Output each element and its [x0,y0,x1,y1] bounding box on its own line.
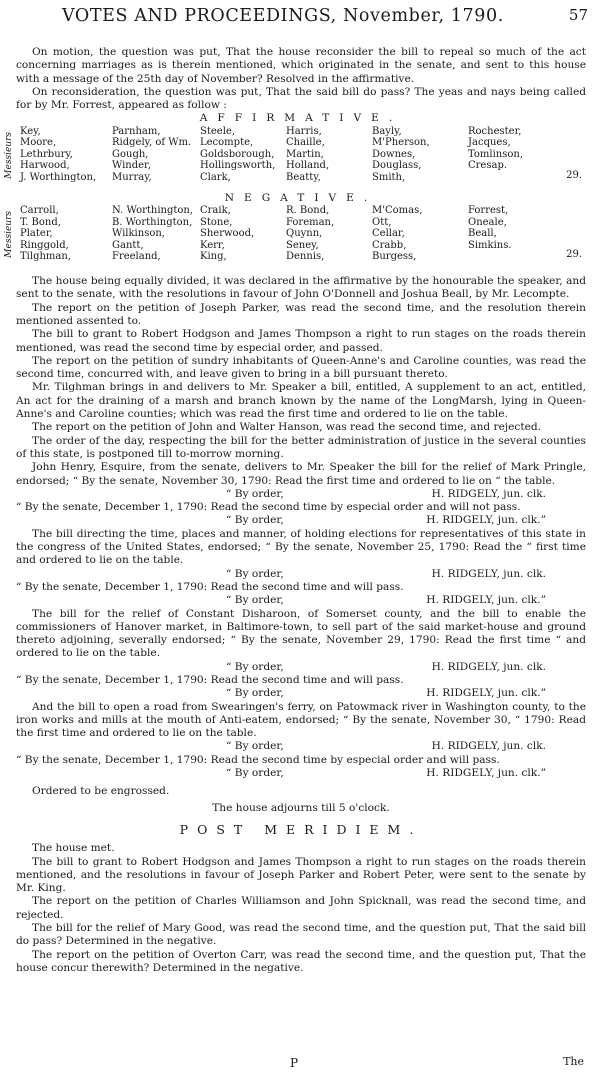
endorsement: “ By the senate, December 1, 1790: Read the second time by especial order and will not pass. [16,501,521,514]
order-signature [16,594,586,607]
page-title: VOTES AND PROCEEDINGS, November, 1790. [62,6,504,26]
paragraph: The bill for the relief of Constant Disharoon, of Somerset county, and the bill to enable the commissioners of Hanover market, in Baltimore-town, to sell part of the said market-house and ground thereto adjoining, severally endorsed; “ By the senate, November 29, 1790: Read the first time “ and ordered to lie on the table. [16,607,586,660]
paragraph: The report on the petition of John and Walter Hanson, was read the second time, and rejected. [32,421,542,434]
paragraph: The house met. [32,842,115,855]
running-header [0,2,600,32]
section-heading: POST MERIDIEM. [179,821,423,837]
paragraph: The house being equally divided, it was declared in the affirmative by the honourable the speaker, and sent to the senate, with the resolutions in favour of John O'Donnell and Joshua Beall, by Mr. Lecompte. [16,275,586,301]
endorsement: “ By the senate, December 1, 1790: Read the second time and will pass. [16,580,404,593]
paragraph: The bill to grant to Robert Hodgson and James Thompson a right to run stages on the roads therein mentioned, was read the second time by especial order, and passed. [16,328,586,354]
vote-column: Parnham, Ridgely, of Wm. Gough, Winder, Murray, [112,125,192,183]
paragraph: On reconsideration, the question was put, That the said bill do pass? The yeas and nays being called for by Mr. Forrest, appeared as follow : [16,85,586,112]
paragraph: The bill for the relief of Mary Good, was read the second time, and the question put, That the said bill do pass? Determined in the negative. [16,922,586,948]
vote-column: Craik, Stone, Sherwood, Kerr, King, [200,205,255,263]
clerk-name: H. RIDGELY, jun. clk. [431,660,546,673]
page-body [4,46,586,975]
vote-column: Forrest, Oneale, Beall, Simkins. [468,205,512,251]
vote-total: 29. [566,249,582,261]
messieurs-label: Messieurs [4,131,14,179]
adjournment: The house adjourns till 5 o'clock. [212,801,390,814]
clerk-name: H. RIDGELY, jun. clk.” [426,514,546,527]
by-order: “ By order, [226,567,284,580]
clerk-name: H. RIDGELY, jun. clk. [431,487,546,500]
endorsement: “ By the senate, December 1, 1790: Read the second time by especial order and will pass. [16,753,500,766]
by-order: “ By order, [226,687,284,700]
by-order: “ By order, [226,660,284,673]
negative-vote-table [4,205,586,275]
vote-column: N. Worthington, B. Worthington, Wilkinson, Gantt, Freeland, [112,205,194,263]
endorsement: “ By the senate, December 1, 1790: Read the second time and will pass. [16,673,404,686]
by-order: “ By order, [226,594,284,607]
paragraph: Mr. Tilghman brings in and delivers to Mr. Speaker a bill, entitled, A supplement to an act, entitled, An act for the draining of a marsh and branch known by the name of the LongMarsh, lying in Queen-Anne's and Caroline counties; which was read the first time and ordered to lie on the table. [16,381,586,421]
clerk-name: H. RIDGELY, jun. clk. [431,567,546,580]
vote-column: Key, Moore, Lethrbury, Harwood, J. Worthington, [20,125,97,183]
vote-column: Carroll, T. Bond, Plater, Ringgold, Tilghman, [20,205,71,263]
vote-column: M'Comas, Ott, Cellar, Crabb, Burgess, [372,205,423,263]
paragraph: And the bill to open a road from Swearingen's ferry, on Patowmack river in Washington county, to the iron works and mills at the mouth of Anti-eatem, endorsed; “ By the senate, November 30, “ 1790: Read the first time and ordered to lie on the table. [16,700,586,740]
paragraph: John Henry, Esquire, from the senate, delivers to Mr. Speaker the bill for the relief of Mark Pringle, endorsed; “ By the senate, November 30, 1790: Read the first time and ordered to lie on “ the table. [16,461,586,487]
page-number: 57 [568,6,588,24]
by-order: “ By order, [226,487,284,500]
signature-mark: P [290,1056,299,1070]
clerk-name: H. RIDGELY, jun. clk.” [426,767,546,780]
affirmative-heading: AFFIRMATIVE. [199,112,403,125]
vote-column: Rochester, Jacques, Tomlinson, Cresap. [468,125,524,172]
paragraph: The bill directing the time, places and manner, of holding elections for representatives of this state in the congress of the United States, endorsed; “ By the senate, November 25, 1790: Read the “ first time and ordered to lie on the table. [16,527,586,567]
vote-column: Steele, Lecompte, Goldsborough, Hollingsworth, Clark, [200,125,276,183]
paragraph: The report on the petition of Overton Carr, was read the second time, and the question put, That the house concur therewith? Determined in the negative. [16,948,586,974]
vote-column: Harris, Chaille, Martin, Holland, Beatty, [286,125,330,183]
catchword: The [563,1055,584,1068]
paragraph: The report on the petition of Charles Williamson and John Spicknall, was read the second time, and rejected. [16,895,586,921]
paragraph: The report on the petition of sundry inhabitants of Queen-Anne's and Caroline counties, was read the second time, concurred with, and leave given to bring in a bill pursuant thereto. [16,354,586,381]
by-order: “ By order, [226,514,284,527]
clerk-name: H. RIDGELY, jun. clk. [431,740,546,753]
negative-heading: NEGATIVE. [224,191,378,204]
clerk-name: H. RIDGELY, jun. clk.” [426,687,546,700]
vote-column: Bayly, M'Pherson, Downes, Douglass, Smith, [372,125,430,183]
vote-total: 29. [566,169,582,181]
paragraph: Ordered to be engrossed. [32,785,170,798]
order-signature [16,661,586,674]
order-signature [16,488,586,501]
order-signature [16,568,586,581]
order-signature [16,514,586,527]
paragraph: The report on the petition of Joseph Parker, was read the second time, and the resolution therein mentioned assented to. [16,301,586,327]
by-order: “ By order, [226,767,284,780]
order-signature [16,767,586,780]
by-order: “ By order, [226,740,284,753]
order-signature [16,740,586,753]
paragraph: On motion, the question was put, That the house reconsider the bill to repeal so much of the act concerning marriages as is therein mentioned, which originated in the senate, and sent to this house with a message of the 25th day of November? Resolved in the affirmative. [16,46,586,85]
paragraph: The bill to grant to Robert Hodgson and James Thompson a right to run stages on the roads therein mentioned, and the resolutions in favour of Joseph Parker and Robert Peter, were sent to the senate by Mr. King. [16,855,586,895]
affirmative-vote-table [4,125,586,192]
paragraph: The order of the day, respecting the bill for the better administration of justice in the several counties of this state, is postponed till to-morrow morning. [16,434,586,460]
messieurs-label: Messieurs [4,211,14,258]
order-signature [16,687,586,700]
vote-column: R. Bond, Foreman, Quynn, Seney, Dennis, [286,205,335,263]
clerk-name: H. RIDGELY, jun. clk.” [426,594,546,607]
